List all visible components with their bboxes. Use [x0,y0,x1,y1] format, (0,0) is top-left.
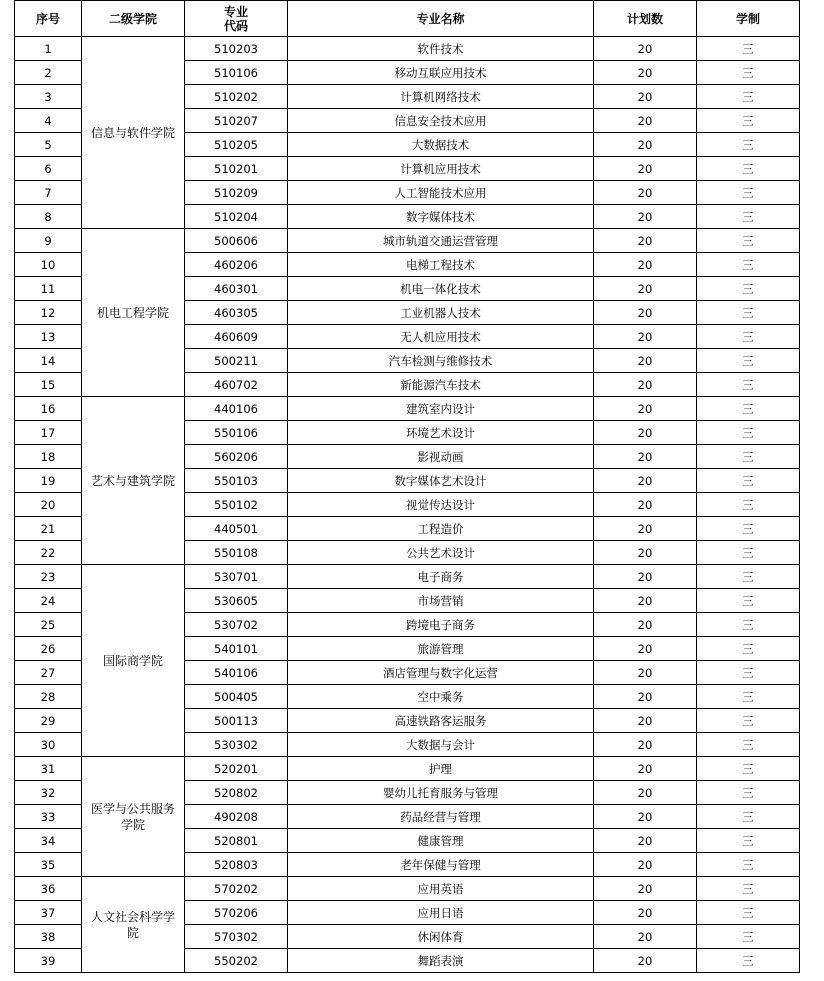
table-row [15,397,800,421]
major-code-cell: 550102 [185,493,288,517]
plan-count-cell: 20 [594,565,697,589]
duration-cell: 三 [697,445,800,469]
table-row [15,229,800,253]
major-code-cell: 530302 [185,733,288,757]
table-row [15,37,800,61]
major-code-cell: 460305 [185,301,288,325]
major-name-cell: 空中乘务 [288,685,594,709]
major-name-cell: 视觉传达设计 [288,493,594,517]
major-code-cell: 550103 [185,469,288,493]
major-code-cell: 500606 [185,229,288,253]
plan-count-cell: 20 [594,781,697,805]
major-name-cell: 市场营销 [288,589,594,613]
duration-cell: 三 [697,901,800,925]
major-name-cell: 人工智能技术应用 [288,181,594,205]
duration-cell: 三 [697,637,800,661]
plan-count-cell: 20 [594,517,697,541]
major-code-cell: 500113 [185,709,288,733]
major-name-cell: 高速铁路客运服务 [288,709,594,733]
major-code-cell: 510207 [185,109,288,133]
major-name-cell: 公共艺术设计 [288,541,594,565]
plan-count-cell: 20 [594,685,697,709]
row-index-cell: 1 [15,37,82,61]
major-code-cell: 500405 [185,685,288,709]
table-body [15,37,800,973]
major-name-cell: 应用日语 [288,901,594,925]
plan-count-cell: 20 [594,325,697,349]
duration-cell: 三 [697,925,800,949]
row-index-cell: 33 [15,805,82,829]
duration-cell: 三 [697,565,800,589]
major-name-cell: 新能源汽车技术 [288,373,594,397]
duration-cell: 三 [697,877,800,901]
major-name-cell: 健康管理 [288,829,594,853]
duration-cell: 三 [697,829,800,853]
duration-cell: 三 [697,349,800,373]
major-code-cell: 510203 [185,37,288,61]
row-index-cell: 30 [15,733,82,757]
plan-count-cell: 20 [594,133,697,157]
row-index-cell: 39 [15,949,82,973]
major-name-cell: 舞蹈表演 [288,949,594,973]
major-code-cell: 490208 [185,805,288,829]
row-index-cell: 6 [15,157,82,181]
duration-cell: 三 [697,373,800,397]
major-name-cell: 休闲体育 [288,925,594,949]
major-code-cell: 520201 [185,757,288,781]
row-index-cell: 2 [15,61,82,85]
major-name-cell: 计算机应用技术 [288,157,594,181]
duration-cell: 三 [697,397,800,421]
college-cell: 信息与软件学院 [82,37,185,229]
duration-cell: 三 [697,757,800,781]
row-index-cell: 18 [15,445,82,469]
plan-count-cell: 20 [594,469,697,493]
row-index-cell: 31 [15,757,82,781]
plan-count-cell: 20 [594,205,697,229]
duration-cell: 三 [697,205,800,229]
plan-count-cell: 20 [594,661,697,685]
major-name-cell: 城市轨道交通运营管理 [288,229,594,253]
duration-cell: 三 [697,853,800,877]
row-index-cell: 3 [15,85,82,109]
major-name-cell: 计算机网络技术 [288,85,594,109]
major-code-cell: 520802 [185,781,288,805]
plan-count-cell: 20 [594,877,697,901]
college-cell: 艺术与建筑学院 [82,397,185,565]
major-code-cell: 520803 [185,853,288,877]
major-name-cell: 跨境电子商务 [288,613,594,637]
row-index-cell: 9 [15,229,82,253]
table-row [15,877,800,901]
major-code-cell: 520801 [185,829,288,853]
header-major: 专业名称 [288,1,594,37]
plan-count-cell: 20 [594,277,697,301]
row-index-cell: 35 [15,853,82,877]
row-index-cell: 4 [15,109,82,133]
row-index-cell: 25 [15,613,82,637]
duration-cell: 三 [697,277,800,301]
plan-count-cell: 20 [594,445,697,469]
row-index-cell: 29 [15,709,82,733]
plan-count-cell: 20 [594,637,697,661]
duration-cell: 三 [697,157,800,181]
major-code-cell: 510106 [185,61,288,85]
major-name-cell: 大数据技术 [288,133,594,157]
plan-count-cell: 20 [594,757,697,781]
row-index-cell: 20 [15,493,82,517]
header-duration: 学制 [697,1,800,37]
plan-count-cell: 20 [594,181,697,205]
row-index-cell: 34 [15,829,82,853]
plan-count-cell: 20 [594,709,697,733]
major-code-cell: 550202 [185,949,288,973]
plan-count-cell: 20 [594,421,697,445]
plan-count-cell: 20 [594,589,697,613]
major-name-cell: 护理 [288,757,594,781]
duration-cell: 三 [697,805,800,829]
major-name-cell: 机电一体化技术 [288,277,594,301]
major-name-cell: 工业机器人技术 [288,301,594,325]
row-index-cell: 28 [15,685,82,709]
duration-cell: 三 [697,493,800,517]
duration-cell: 三 [697,253,800,277]
plan-count-cell: 20 [594,541,697,565]
table-row [15,757,800,781]
college-cell: 机电工程学院 [82,229,185,397]
major-name-cell: 移动互联应用技术 [288,61,594,85]
row-index-cell: 11 [15,277,82,301]
major-name-cell: 环境艺术设计 [288,421,594,445]
plan-count-cell: 20 [594,37,697,61]
duration-cell: 三 [697,661,800,685]
major-code-cell: 570202 [185,877,288,901]
duration-cell: 三 [697,949,800,973]
row-index-cell: 8 [15,205,82,229]
row-index-cell: 13 [15,325,82,349]
plan-count-cell: 20 [594,157,697,181]
major-name-cell: 无人机应用技术 [288,325,594,349]
duration-cell: 三 [697,109,800,133]
header-row [15,1,800,37]
plan-count-cell: 20 [594,493,697,517]
major-name-cell: 应用英语 [288,877,594,901]
plan-count-cell: 20 [594,349,697,373]
plan-count-cell: 20 [594,85,697,109]
duration-cell: 三 [697,61,800,85]
plan-count-cell: 20 [594,229,697,253]
duration-cell: 三 [697,325,800,349]
major-code-cell: 510204 [185,205,288,229]
duration-cell: 三 [697,85,800,109]
row-index-cell: 10 [15,253,82,277]
duration-cell: 三 [697,709,800,733]
header-code-line2: 代码 [223,18,248,33]
major-name-cell: 汽车检测与维修技术 [288,349,594,373]
major-code-cell: 510205 [185,133,288,157]
major-name-cell: 酒店管理与数字化运营 [288,661,594,685]
major-code-cell: 440501 [185,517,288,541]
row-index-cell: 38 [15,925,82,949]
plan-count-cell: 20 [594,61,697,85]
major-name-cell: 信息安全技术应用 [288,109,594,133]
major-code-cell: 530605 [185,589,288,613]
major-code-cell: 460206 [185,253,288,277]
duration-cell: 三 [697,469,800,493]
plan-count-cell: 20 [594,853,697,877]
plan-count-cell: 20 [594,733,697,757]
duration-cell: 三 [697,733,800,757]
header-index: 序号 [15,1,82,37]
row-index-cell: 37 [15,901,82,925]
major-code-cell: 500211 [185,349,288,373]
duration-cell: 三 [697,301,800,325]
duration-cell: 三 [697,133,800,157]
major-name-cell: 婴幼儿托育服务与管理 [288,781,594,805]
row-index-cell: 12 [15,301,82,325]
major-name-cell: 建筑室内设计 [288,397,594,421]
major-code-cell: 510201 [185,157,288,181]
college-cell: 国际商学院 [82,565,185,757]
row-index-cell: 5 [15,133,82,157]
row-index-cell: 32 [15,781,82,805]
duration-cell: 三 [697,229,800,253]
duration-cell: 三 [697,421,800,445]
major-code-cell: 550108 [185,541,288,565]
plan-count-cell: 20 [594,901,697,925]
plan-count-cell: 20 [594,829,697,853]
major-code-cell: 440106 [185,397,288,421]
major-code-cell: 510209 [185,181,288,205]
major-name-cell: 药品经营与管理 [288,805,594,829]
header-code-line1: 专业 [223,4,248,19]
major-code-cell: 460301 [185,277,288,301]
major-name-cell: 数字媒体技术 [288,205,594,229]
duration-cell: 三 [697,613,800,637]
plan-count-cell: 20 [594,301,697,325]
row-index-cell: 19 [15,469,82,493]
table-row [15,565,800,589]
row-index-cell: 23 [15,565,82,589]
row-index-cell: 26 [15,637,82,661]
major-name-cell: 电子商务 [288,565,594,589]
row-index-cell: 15 [15,373,82,397]
major-code-cell: 550106 [185,421,288,445]
header-code [185,1,288,37]
major-name-cell: 旅游管理 [288,637,594,661]
duration-cell: 三 [697,517,800,541]
major-code-cell: 540101 [185,637,288,661]
major-name-cell: 工程造价 [288,517,594,541]
plan-count-cell: 20 [594,253,697,277]
row-index-cell: 17 [15,421,82,445]
plan-count-cell: 20 [594,373,697,397]
plan-count-cell: 20 [594,805,697,829]
duration-cell: 三 [697,37,800,61]
major-code-cell: 460702 [185,373,288,397]
college-cell: 人文社会科学学院 [82,877,185,973]
major-name-cell: 影视动画 [288,445,594,469]
major-name-cell: 数字媒体艺术设计 [288,469,594,493]
major-code-cell: 570302 [185,925,288,949]
row-index-cell: 14 [15,349,82,373]
row-index-cell: 24 [15,589,82,613]
header-college: 二级学院 [82,1,185,37]
row-index-cell: 27 [15,661,82,685]
duration-cell: 三 [697,781,800,805]
major-code-cell: 510202 [185,85,288,109]
duration-cell: 三 [697,541,800,565]
duration-cell: 三 [697,685,800,709]
major-code-cell: 530702 [185,613,288,637]
major-name-cell: 软件技术 [288,37,594,61]
plan-count-cell: 20 [594,109,697,133]
row-index-cell: 7 [15,181,82,205]
row-index-cell: 16 [15,397,82,421]
row-index-cell: 36 [15,877,82,901]
major-name-cell: 大数据与会计 [288,733,594,757]
majors-table [14,0,800,973]
header-plan: 计划数 [594,1,697,37]
plan-count-cell: 20 [594,949,697,973]
major-code-cell: 570206 [185,901,288,925]
major-code-cell: 540106 [185,661,288,685]
plan-count-cell: 20 [594,397,697,421]
major-name-cell: 电梯工程技术 [288,253,594,277]
duration-cell: 三 [697,589,800,613]
row-index-cell: 21 [15,517,82,541]
plan-count-cell: 20 [594,613,697,637]
major-code-cell: 460609 [185,325,288,349]
plan-count-cell: 20 [594,925,697,949]
major-name-cell: 老年保健与管理 [288,853,594,877]
college-cell: 医学与公共服务学院 [82,757,185,877]
duration-cell: 三 [697,181,800,205]
major-code-cell: 530701 [185,565,288,589]
row-index-cell: 22 [15,541,82,565]
major-code-cell: 560206 [185,445,288,469]
